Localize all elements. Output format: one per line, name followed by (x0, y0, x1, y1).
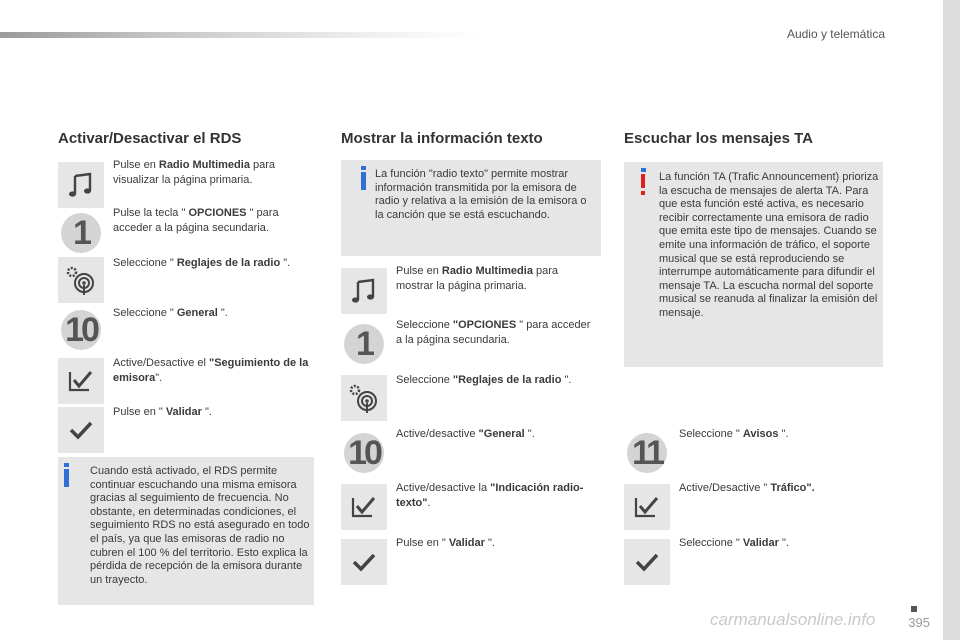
music-icon (341, 268, 387, 314)
col2-step4: Active/desactive "General ". (396, 428, 535, 440)
step-number-1: 1 (58, 210, 104, 256)
checkbox-toggle-icon (341, 484, 387, 530)
check-icon (341, 539, 387, 585)
col1-step1: Pulse en Radio Multimedia para visualizar la página primaria. (113, 159, 276, 186)
col1-step5: Active/Desactive el "Seguimiento de la emisora". (113, 357, 309, 384)
col2-title: Mostrar la información texto (341, 130, 543, 147)
music-icon (58, 162, 104, 208)
col2-step5: Active/desactive la "Indicación radio-texto". (396, 482, 584, 509)
col1-title: Activar/Desactivar el RDS (58, 130, 242, 147)
step-number-10: 10 (341, 430, 387, 476)
col2-step1: Pulse en Radio Multimedia para mostrar la página primaria. (396, 265, 559, 292)
col1-step4: Seleccione " General ". (113, 307, 228, 319)
info-icon (361, 172, 366, 190)
section-title: Audio y telemática (786, 27, 885, 41)
col2-step3: Seleccione "Reglajes de la radio ". (396, 374, 572, 386)
step-number-1: 1 (341, 321, 387, 367)
info-icon (64, 469, 69, 487)
page-side-strip (943, 0, 960, 640)
page-number: 395 (908, 615, 930, 630)
check-icon (624, 539, 670, 585)
check-icon (58, 407, 104, 453)
step-number-10: 10 (58, 307, 104, 353)
col2-step6: Pulse en " Validar ". (396, 537, 495, 549)
checkbox-toggle-icon (624, 484, 670, 530)
radio-settings-icon (58, 257, 104, 303)
col3-title: Escuchar los mensajes TA (624, 130, 813, 147)
col1-step2: Pulse la tecla " OPCIONES " para acceder a la página secundaria. (113, 207, 279, 234)
header-bar (0, 32, 480, 38)
warning-icon (641, 174, 645, 188)
col2-step2: Seleccione "OPCIONES " para acceder a la página secundaria. (396, 319, 591, 346)
watermark: carmanualsonline.info (710, 610, 876, 629)
col3-step1: Seleccione " Avisos ". (679, 428, 789, 440)
col2-info-box: La función "radio texto" permite mostrar información transmitida por la emisora de radio y relativa a la emisión de la emisora o la canción que se está escuchando. (341, 160, 601, 256)
col1-info-box: Cuando está activado, el RDS permite continuar escuchando una misma emisora gracias al seguimiento de frecuencia. No obstante, en determinadas condiciones, el seguimiento RDS no está asegurado en todo el país, ya que las emisoras de radio no cubren el 100 % del territorio. Esto explica la pérdida de recepción de la emisora durante un trayecto. (58, 457, 314, 605)
page-marker (911, 606, 917, 612)
col3-step2: Active/Desactive " Tráfico". (679, 482, 815, 494)
col1-step3: Seleccione " Reglajes de la radio ". (113, 257, 291, 269)
col3-step3: Seleccione " Validar ". (679, 537, 789, 549)
col3-warning-box: La función TA (Trafic Announcement) prioriza la escucha de mensajes de alerta TA. Para que esta función esté activa, es necesario recibir correctamente una emisora de radio que emita este tipo de mensajes. Cuando se emite una información de tráfico, el soporte musical que se está reproduciendo se interrumpe automáticamente para difundir el mensaje TA. La escucha normal del soporte musical se reanuda al finalizar la emisión del mensaje. (624, 162, 883, 367)
checkbox-toggle-icon (58, 358, 104, 404)
step-number-11: 11 (624, 430, 670, 476)
radio-settings-icon (341, 375, 387, 421)
col1-step6: Pulse en " Validar ". (113, 406, 212, 418)
